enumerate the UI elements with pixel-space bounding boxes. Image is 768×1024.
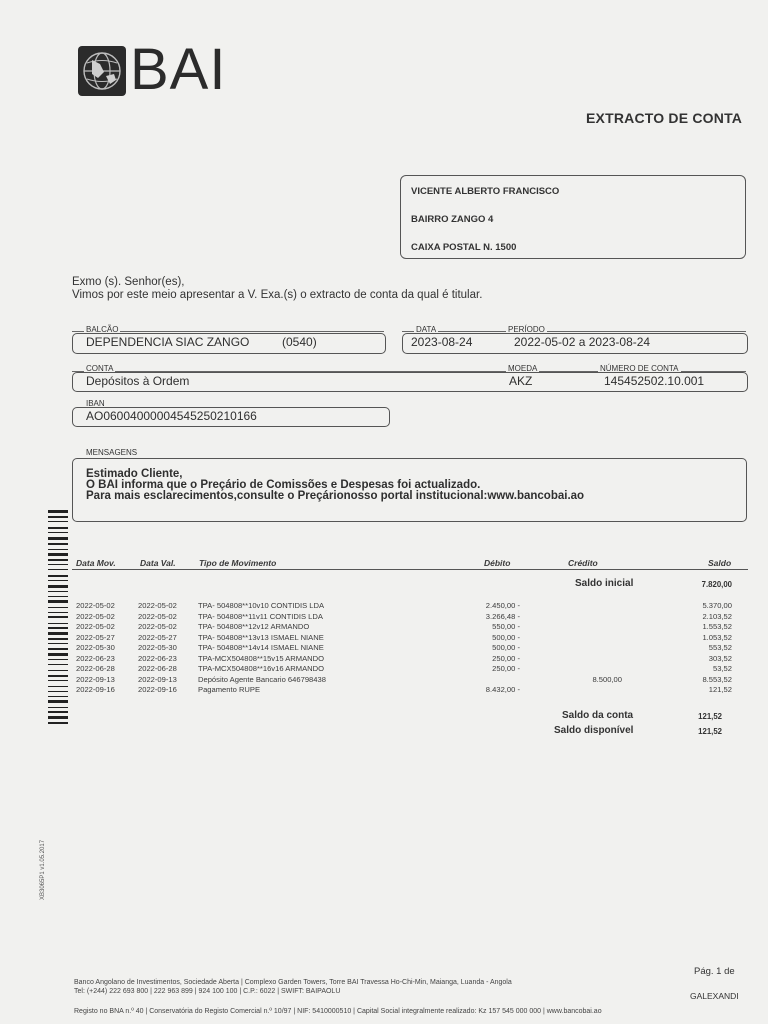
cell-saldo: 2.103,52 <box>702 611 732 621</box>
cell-debito: 8.432,00 - <box>485 685 520 694</box>
message-line-1: Estimado Cliente, <box>86 468 183 480</box>
mensagens-label: MENSAGENS <box>86 448 138 457</box>
cell-data-mov: 2022-05-02 <box>76 622 115 631</box>
cell-data-val: 2022-06-23 <box>138 653 177 663</box>
iban-label: IBAN <box>86 399 105 408</box>
balcao-code: (0540) <box>282 335 317 349</box>
saldo-conta-label: Saldo da conta <box>562 710 634 721</box>
cell-data-val: 2022-06-28 <box>138 664 177 673</box>
message-line-2: O BAI informa que o Preçário de Comissões e Despesas foi actualizado. <box>86 479 481 491</box>
barcode <box>48 510 68 830</box>
operator-code: GALEXANDI <box>690 991 739 1001</box>
numero-conta-value: 145452502.10.001 <box>604 374 705 388</box>
cell-debito: 500,00 - <box>492 643 520 652</box>
address-line-2: CAIXA POSTAL N. 1500 <box>411 242 517 253</box>
cell-tipo: TPA- 504808**14v14 ISMAEL NIANE <box>198 643 324 652</box>
moeda-value: AKZ <box>509 374 533 388</box>
saldo-inicial-value: 7.820,00 <box>701 580 732 589</box>
cell-saldo: 121,52 <box>708 685 732 694</box>
cell-saldo: 1.053,52 <box>702 632 732 642</box>
cell-data-val: 2022-05-30 <box>138 643 177 652</box>
address-box <box>400 175 746 259</box>
data-label: DATA <box>416 325 437 334</box>
customer-name: VICENTE ALBERTO FRANCISCO <box>411 186 560 197</box>
greeting-line-2: Vimos por este meio apresentar a V. Exa.(s) o extracto de conta da qual é titular. <box>72 289 483 301</box>
saldo-disponivel-value: 121,52 <box>698 727 722 736</box>
greeting-line-1: Exmo (s). Senhor(es), <box>72 276 185 288</box>
cell-saldo: 303,52 <box>708 653 732 663</box>
footer-line-3: Registo no BNA n.º 40 | Conservatória do Registo Comercial n.º 10/97 | NIF: 5410000510 | Capital Social integralmente realizado: Kz 157 545 000 000 | www.bancobai.ao <box>74 1008 602 1015</box>
cell-data-val: 2022-09-13 <box>138 674 177 684</box>
address-line-1: BAIRRO ZANGO 4 <box>411 214 494 225</box>
cell-data-mov: 2022-05-27 <box>76 632 115 642</box>
cell-tipo: TPA- 504808**11v11 CONTIDIS LDA <box>198 611 323 621</box>
cell-tipo: TPA- 504808**12v12 ARMANDO <box>198 622 310 631</box>
cell-saldo: 53,52 <box>712 664 732 673</box>
cell-saldo: 5.370,00 <box>702 601 732 610</box>
cell-data-val: 2022-05-02 <box>138 611 177 621</box>
cell-data-val: 2022-09-16 <box>138 685 177 694</box>
cell-data-val: 2022-05-27 <box>138 632 177 642</box>
page-number: Pág. 1 de <box>694 966 735 977</box>
saldo-conta-value: 121,52 <box>698 712 722 721</box>
footer-line-1: Banco Angolano de Investimentos, Sociedade Aberta | Complexo Garden Towers, Torre BAI Travessa Ho-Chi-Min, Maianga, Luanda - Angola <box>74 979 512 986</box>
header-credito: Crédito <box>568 558 598 568</box>
header-data-mov: Data Mov. <box>76 558 116 568</box>
saldo-inicial-label: Saldo inicial <box>575 578 634 589</box>
logo-text: BAI <box>130 37 227 102</box>
numero-conta-label: NÚMERO DE CONTA <box>600 364 679 373</box>
cell-tipo: TPA-MCX504808**15v15 ARMANDO <box>198 653 325 663</box>
greeting <box>72 276 482 302</box>
form-code: XB3065P1 v1.05.2017 <box>40 839 46 900</box>
header-saldo: Saldo <box>708 558 732 568</box>
saldo-disponivel-label: Saldo disponível <box>554 725 634 736</box>
cell-debito: 250,00 - <box>492 664 520 673</box>
header-data-val: Data Val. <box>140 558 176 568</box>
balcao-value: DEPENDENCIA SIAC ZANGO <box>86 335 250 349</box>
cell-credito: 8.500,00 <box>592 674 622 684</box>
header-rule <box>72 569 748 570</box>
periodo-label: PERÍODO <box>508 325 545 334</box>
cell-data-mov: 2022-06-23 <box>76 653 115 663</box>
cell-saldo: 8.553,52 <box>702 674 732 684</box>
periodo-value: 2022-05-02 a 2023-08-24 <box>514 335 651 349</box>
document-title: EXTRACTO DE CONTA <box>586 110 743 126</box>
header-tipo: Tipo de Movimento <box>199 558 277 568</box>
footer-line-2: Tel: (+244) 222 693 800 | 222 963 899 | 924 100 100 | C.P.: 6022 | SWIFT: BAIPAOLU <box>74 988 341 995</box>
cell-tipo: TPA-MCX504808**16v16 ARMANDO <box>198 664 325 673</box>
conta-value: Depósitos à Ordem <box>86 374 190 388</box>
cell-data-mov: 2022-09-13 <box>76 674 115 684</box>
bank-logo <box>78 37 228 102</box>
cell-data-mov: 2022-05-30 <box>76 643 115 652</box>
cell-data-val: 2022-05-02 <box>138 601 177 610</box>
cell-debito: 3.266,48 - <box>485 611 520 621</box>
message-line-3: Para mais esclarecimentos,consulte o Preçárionosso portal institucional:www.bancobai.ao <box>86 490 585 502</box>
cell-data-mov: 2022-05-02 <box>76 601 115 610</box>
cell-tipo: Pagamento RUPE <box>198 685 261 694</box>
cell-saldo: 1.553,52 <box>702 622 732 631</box>
data-value: 2023-08-24 <box>411 335 473 349</box>
cell-data-mov: 2022-09-16 <box>76 685 115 694</box>
cell-debito: 250,00 - <box>492 653 520 663</box>
cell-debito: 550,00 - <box>492 622 520 631</box>
moeda-label: MOEDA <box>508 364 538 373</box>
cell-debito: 500,00 - <box>492 632 520 642</box>
cell-debito: 2.450,00 - <box>485 601 520 610</box>
cell-data-mov: 2022-05-02 <box>76 611 115 621</box>
conta-label: CONTA <box>86 364 114 373</box>
cell-data-val: 2022-05-02 <box>138 622 177 631</box>
data-rule <box>402 331 746 332</box>
header-debito: Débito <box>484 558 511 568</box>
cell-saldo: 553,52 <box>708 643 732 652</box>
cell-tipo: TPA- 504808**10v10 CONTIDIS LDA <box>198 601 325 610</box>
cell-tipo: Depósito Agente Bancario 646798438 <box>198 674 326 684</box>
iban-value: AO06004000004545250210166 <box>86 409 257 423</box>
balcao-label: BALCÃO <box>86 325 119 334</box>
cell-tipo: TPA- 504808**13v13 ISMAEL NIANE <box>198 632 324 642</box>
globe-icon <box>78 46 126 96</box>
cell-data-mov: 2022-06-28 <box>76 664 115 673</box>
